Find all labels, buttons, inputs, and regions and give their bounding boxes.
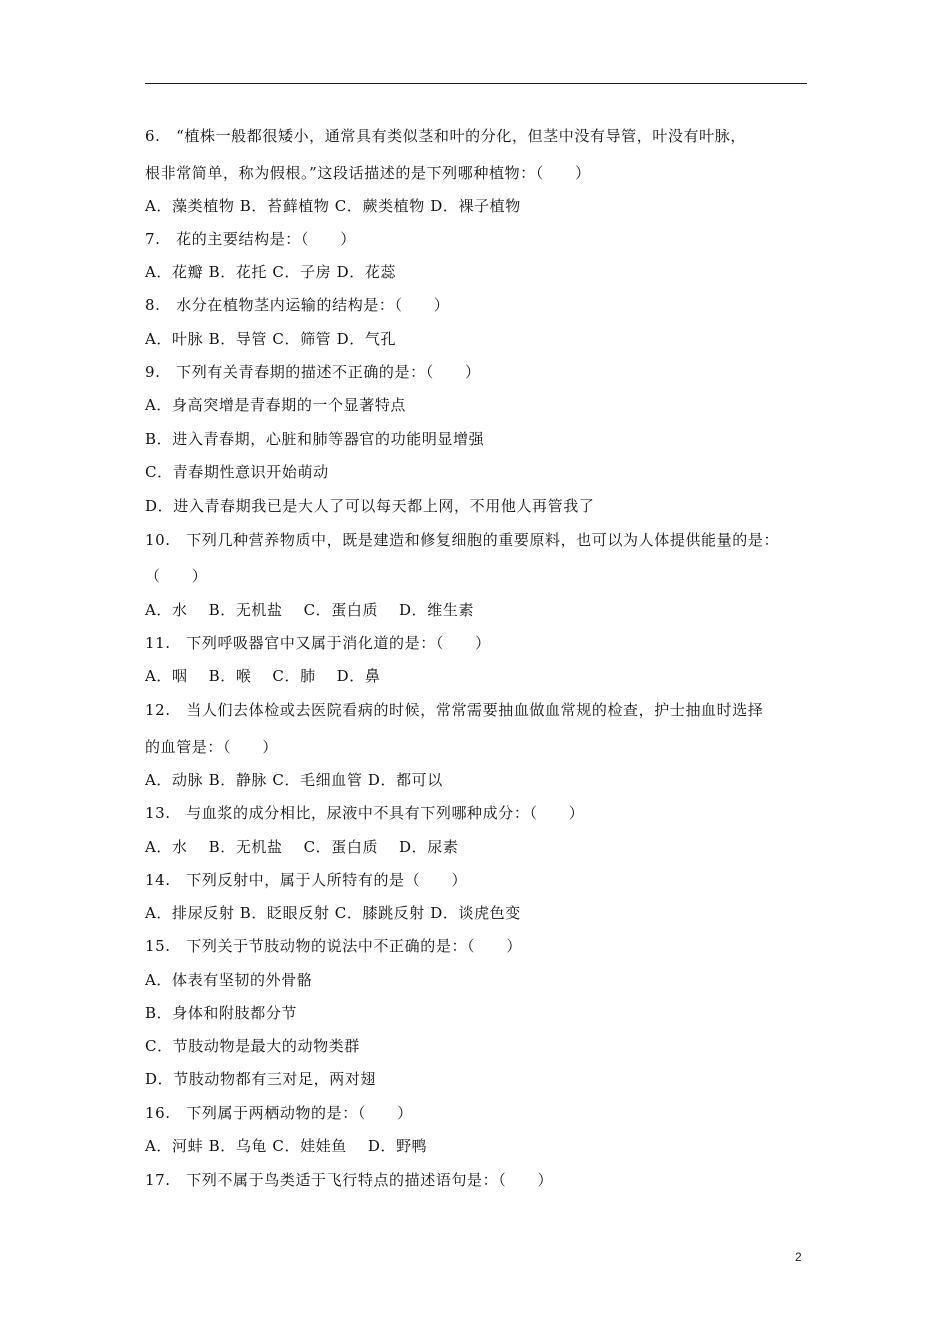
question-9-option-b: B．进入青春期，心脏和肺等器官的功能明显增强 (145, 430, 485, 448)
question-9-option-a: A．身高突增是青春期的一个显著特点 (145, 396, 407, 414)
question-15-option-b: B．身体和附肢都分节 (145, 1004, 298, 1022)
question-11-stem: 11. 下列呼吸器官中又属于消化道的是：（ ） (145, 634, 491, 652)
question-10-stem-line-1: 10. 下列几种营养物质中，既是建造和修复细胞的重要原料，也可以为人体提供能量的是： (145, 531, 780, 549)
question-15-stem: 15. 下列关于节肢动物的说法中不正确的是：（ ） (145, 937, 522, 955)
question-15-option-d: D．节肢动物都有三对足，两对翅 (145, 1070, 377, 1088)
question-6-stem-line-1: 6. “植株一般都很矮小，通常具有类似茎和叶的分化，但茎中没有导管，叶没有叶脉， (145, 127, 746, 145)
question-12-stem-line-1: 12. 当人们去体检或去医院看病的时候，常常需要抽血做血常规的检查，护士抽血时选择 (145, 701, 764, 719)
question-9-option-c: C．青春期性意识开始萌动 (145, 463, 329, 481)
question-14-options: A．排尿反射 B．眨眼反射 C．膝跳反射 D．谈虎色变 (145, 904, 521, 922)
question-8-options: A．叶脉 B．导管 C．筛管 D．气孔 (145, 330, 397, 348)
question-7-stem: 7. 花的主要结构是：（ ） (145, 230, 356, 248)
question-12-options: A．动脉 B．静脉 C．毛细血管 D．都可以 (145, 771, 443, 789)
question-17-stem: 17. 下列不属于鸟类适于飞行特点的描述语句是：（ ） (145, 1171, 554, 1189)
question-9-stem: 9. 下列有关青春期的描述不正确的是：（ ） (145, 363, 481, 381)
question-16-stem: 16. 下列属于两栖动物的是：（ ） (145, 1104, 413, 1122)
question-6-stem-line-2: 根非常简单，称为假根。”这段话描述的是下列哪种植物：（ ） (145, 164, 591, 182)
question-13-options: A．水 B．无机盐 C．蛋白质 D．尿素 (145, 838, 459, 856)
question-11-options: A．咽 B．喉 C．肺 D．鼻 (145, 667, 381, 685)
question-9-option-d: D．进入青春期我已是大人了可以每天都上网，不用他人再管我了 (145, 497, 595, 515)
header-rule (145, 83, 807, 84)
question-8-stem: 8. 水分在植物茎内运输的结构是：（ ） (145, 296, 450, 314)
question-13-stem: 13. 与血浆的成分相比，尿液中不具有下列哪种成分：（ ） (145, 804, 585, 822)
question-6-options: A．藻类植物 B．苔藓植物 C．蕨类植物 D．裸子植物 (145, 197, 521, 215)
question-10-stem-line-2: （ ） (145, 567, 208, 585)
page-number: 2 (795, 1250, 802, 1264)
question-15-option-c: C．节肢动物是最大的动物类群 (145, 1037, 360, 1055)
question-12-stem-line-2: 的血管是：（ ） (145, 738, 278, 756)
question-14-stem: 14. 下列反射中，属于人所特有的是（ ） (145, 871, 468, 889)
question-15-option-a: A．体表有坚韧的外骨骼 (145, 971, 313, 989)
question-16-options: A．河蚌 B．乌龟 C．娃娃鱼 D．野鸭 (145, 1137, 428, 1155)
question-7-options: A．花瓣 B．花托 C．子房 D．花蕊 (145, 263, 397, 281)
question-10-options: A．水 B．无机盐 C．蛋白质 D．维生素 (145, 601, 475, 619)
